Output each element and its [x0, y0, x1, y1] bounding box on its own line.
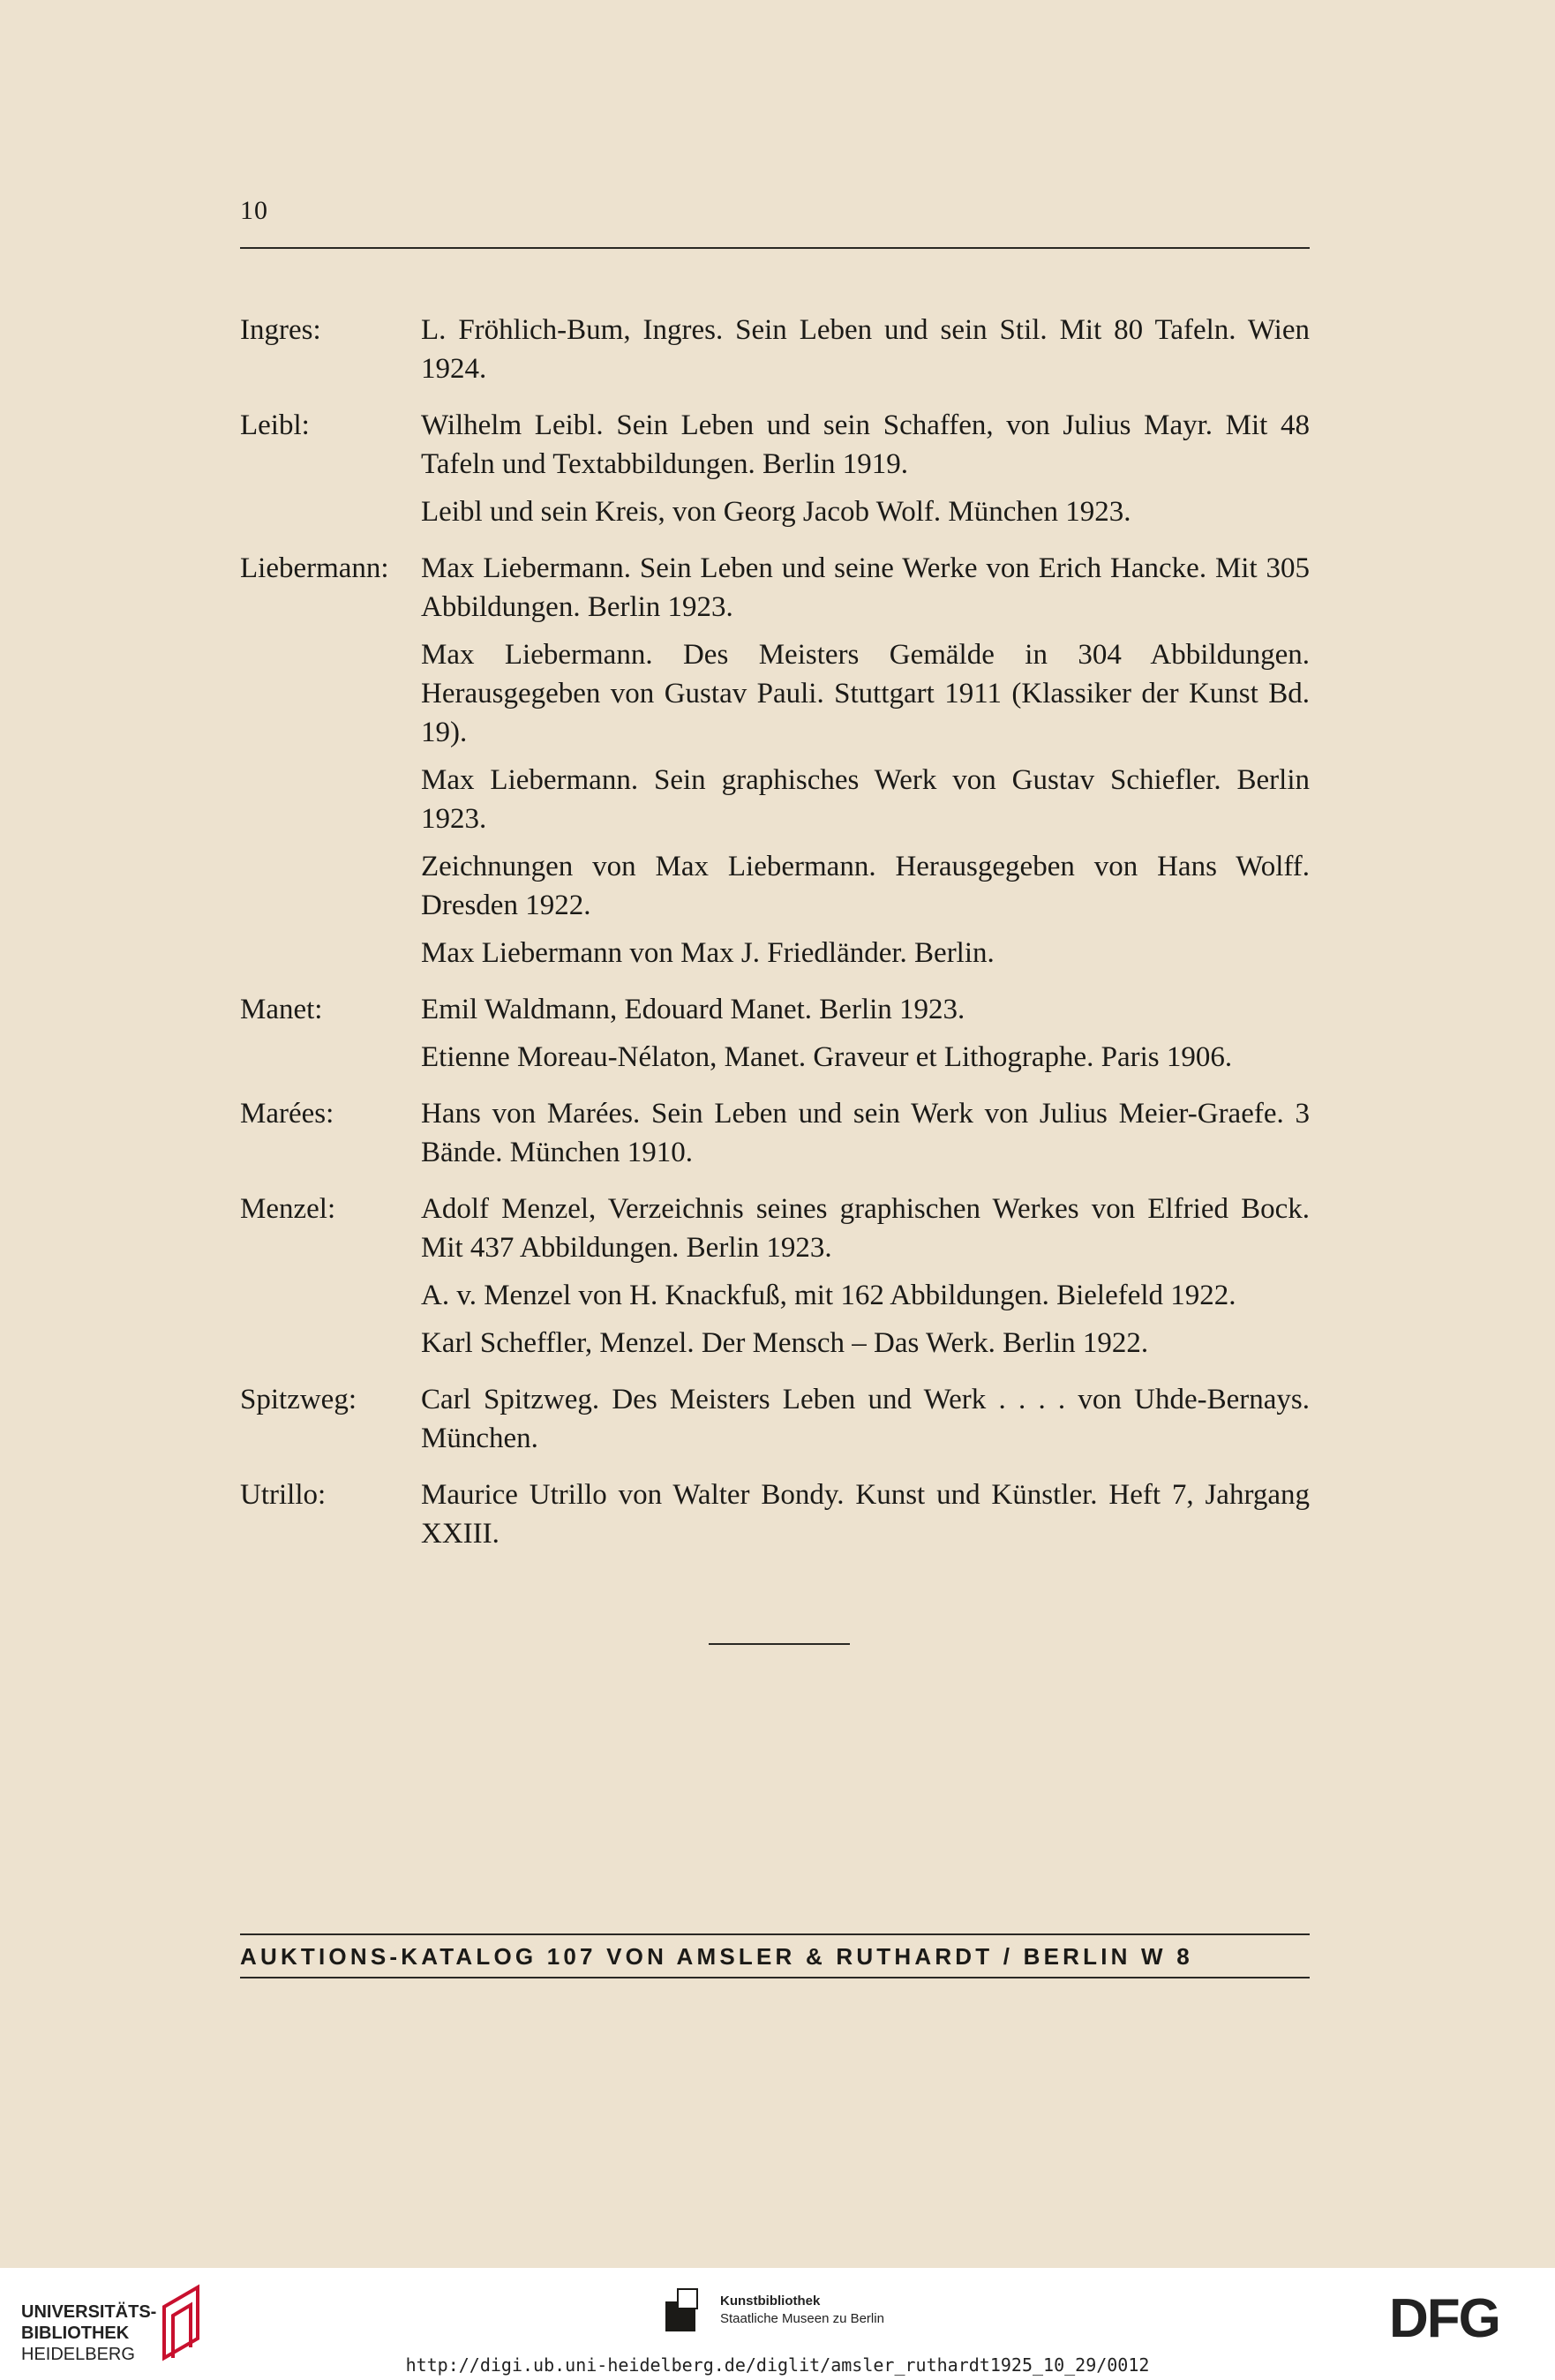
permalink-url[interactable]: http://digi.ub.uni-heidelberg.de/diglit/amsler_ruthardt1925_10_29/0012 — [405, 2354, 1150, 2376]
entry-reference: L. Fröhlich-Bum, Ingres. Sein Leben und sein Stil. Mit 80 Tafeln. Wien 1924. — [421, 314, 1310, 385]
kb-line1: Kunstbibliothek — [720, 2294, 821, 2309]
entry-reference: Emil Waldmann, Edouard Manet. Berlin 1923. — [421, 994, 965, 1025]
footer-rule-bottom — [240, 1977, 1310, 1978]
top-rule — [240, 247, 1310, 249]
kb-line2: Staatliche Museen zu Berlin — [720, 2311, 884, 2326]
entry-reference: Maurice Utrillo von Walter Bondy. Kunst und Künstler. Heft 7, Jahrgang XXIII. — [421, 1479, 1310, 1550]
entry-reference: Leibl und sein Kreis, von Georg Jacob Wolf. München 1923. — [421, 496, 1131, 528]
dfg-logo[interactable]: DFG — [1389, 2288, 1499, 2349]
entry-reference: Max Liebermann. Sein graphisches Werk von Gustav Schiefler. Berlin 1923. — [421, 764, 1310, 835]
entry-reference: Adolf Menzel, Verzeichnis seines graphischen Werkes von Elfried Bock. Mit 437 Abbildungen. Berlin 1923. — [421, 1193, 1310, 1264]
ub-logo-line1: UNIVERSITÄTS- — [21, 2302, 157, 2322]
entry-term: Liebermann: — [240, 552, 389, 584]
entry-term: Manet: — [240, 994, 323, 1025]
library-bar — [0, 2268, 1555, 2380]
entry-reference: Etienne Moreau-Nélaton, Manet. Graveur et Lithographe. Paris 1906. — [421, 1041, 1233, 1073]
section-end-rule — [709, 1643, 850, 1645]
entry-reference: Max Liebermann. Sein Leben und seine Werke von Erich Hancke. Mit 305 Abbildungen. Berlin 1923. — [421, 552, 1310, 623]
entry-ingres — [240, 311, 1310, 397]
entry-term: Marées: — [240, 1098, 334, 1130]
ub-logo-line3: HEIDELBERG — [21, 2345, 135, 2364]
entry-term: Spitzweg: — [240, 1384, 357, 1415]
entry-reference: Karl Scheffler, Menzel. Der Mensch – Das Werk. Berlin 1922. — [421, 1327, 1149, 1359]
entry-reference: Hans von Marées. Sein Leben und sein Werk von Julius Meier-Graefe. 3 Bände. München 1910. — [421, 1098, 1310, 1168]
entry-reference: Wilhelm Leibl. Sein Leben und sein Schaffen, von Julius Mayr. Mit 48 Tafeln und Textabbildungen. Berlin 1919. — [421, 409, 1310, 480]
entry-reference: Max Liebermann von Max J. Friedländer. Berlin. — [421, 937, 995, 969]
page-number: 10 — [240, 196, 268, 225]
entry-term: Leibl: — [240, 409, 310, 441]
entry-leibl — [240, 406, 1310, 540]
entry-spitzweg — [240, 1380, 1310, 1467]
entry-term: Menzel: — [240, 1193, 336, 1225]
entry-reference: Zeichnungen von Max Liebermann. Herausgegeben von Hans Wolff. Dresden 1922. — [421, 851, 1310, 921]
entry-marees — [240, 1094, 1310, 1181]
entry-menzel — [240, 1190, 1310, 1371]
catalog-footer: AUKTIONS-KATALOG 107 VON AMSLER & RUTHARDT / BERLIN W 8 — [240, 1943, 1193, 1970]
kunstbibliothek-icon — [664, 2287, 710, 2333]
entry-term: Ingres: — [240, 314, 321, 346]
footer-rule-top — [240, 1933, 1310, 1935]
bibliography-list — [240, 311, 1310, 1571]
ub-logo-line2: BIBLIOTHEK — [21, 2324, 130, 2343]
entry-utrillo — [240, 1475, 1310, 1562]
entry-reference: A. v. Menzel von H. Knackfuß, mit 162 Abbildungen. Bielefeld 1922. — [421, 1280, 1236, 1311]
ub-mark-icon — [157, 2280, 210, 2365]
entry-manet — [240, 990, 1310, 1085]
entry-liebermann — [240, 549, 1310, 981]
entry-reference: Max Liebermann. Des Meisters Gemälde in 304 Abbildungen. Herausgegeben von Gustav Pauli. Stuttgart 1911 (Klassiker der Kunst Bd. 19). — [421, 639, 1310, 748]
kunstbibliothek-logo[interactable] — [720, 2293, 884, 2328]
entry-reference: Carl Spitzweg. Des Meisters Leben und Werk . . . . von Uhde-Bernays. München. — [421, 1384, 1310, 1454]
entry-term: Utrillo: — [240, 1479, 327, 1511]
